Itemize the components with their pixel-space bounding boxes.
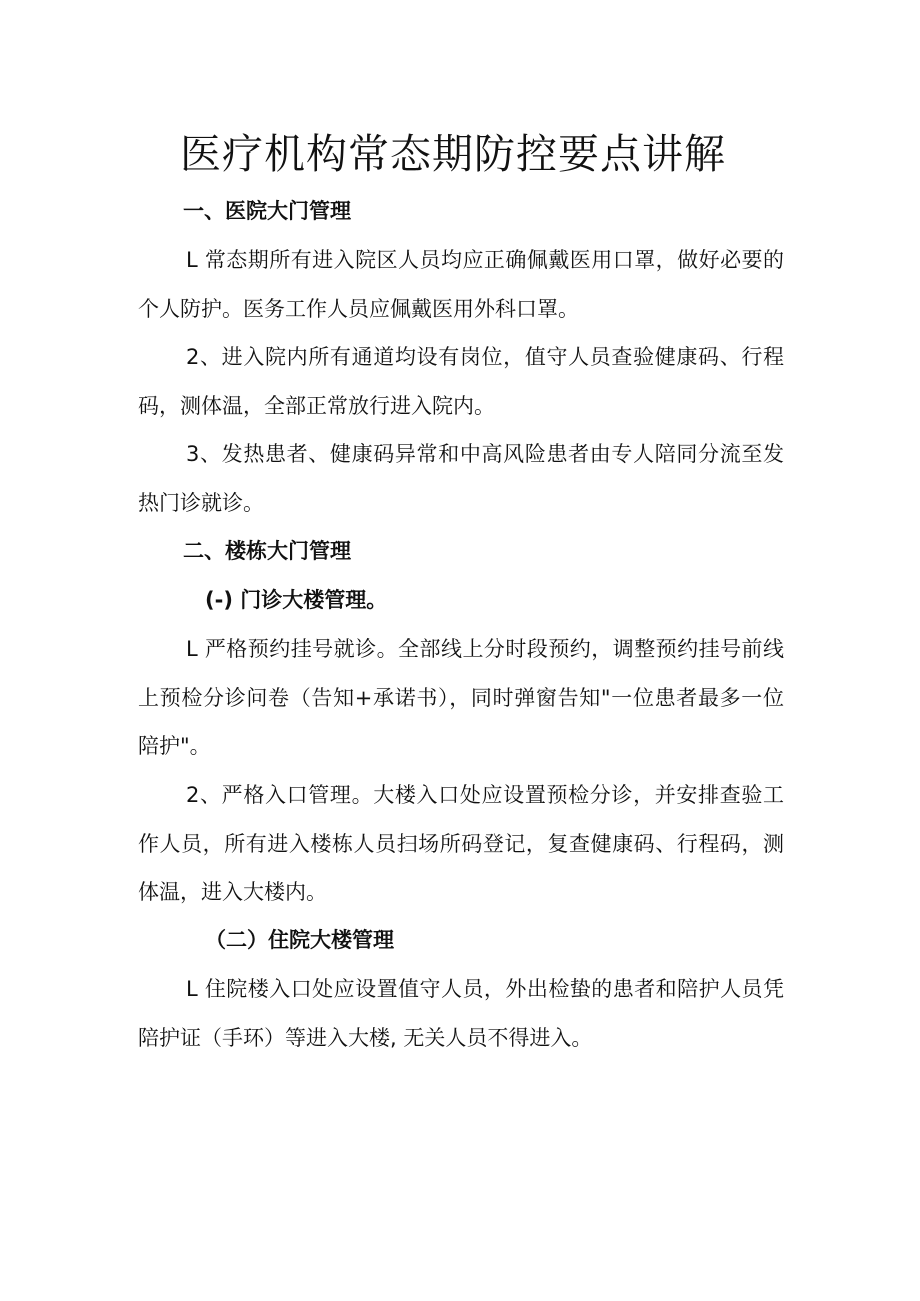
section-heading-gate: 一、医院大门管理 xyxy=(183,199,351,223)
subsection-heading-inpatient: （二）住院大楼管理 xyxy=(205,928,394,952)
paragraph: L 常态期所有进入院区人员均应正确佩戴医用口罩，做好必要的个人防护。医务工作人员应佩戴医用外科口罩。 xyxy=(138,248,784,321)
paragraph: 2、严格入口管理。大楼入口处应设置预检分诊，并安排查验工作人员，所有进入楼栋人员扫场所码登记，复查健康码、行程码，测体温，进入大楼内。 xyxy=(138,783,784,904)
paragraph: L 住院楼入口处应设置值守人员，外出检蛰的患者和陪护人员凭陪护证（手环）等进入大楼, 无关人员不得进入。 xyxy=(138,977,784,1050)
document-title: 医疗机构常态期防控要点讲解 xyxy=(180,130,726,178)
paragraph: L 严格预约挂号就诊。全部线上分时段预约，调整预约挂号前线上预检分诊问卷（告知+承诺书），同时弹窗告知"一位患者最多一位陪护"。 xyxy=(138,637,784,758)
section-heading-building: 二、楼栋大门管理 xyxy=(183,539,351,563)
paragraph: 2、进入院内所有通道均设有岗位，值守人员查验健康码、行程码，测体温，全部正常放行进入院内。 xyxy=(138,345,784,418)
paragraph: 3、发热患者、健康码异常和中高风险患者由专人陪同分流至发热门诊就诊。 xyxy=(138,442,784,515)
subsection-heading-outpatient: (-) 门诊大楼管理。 xyxy=(205,588,388,612)
